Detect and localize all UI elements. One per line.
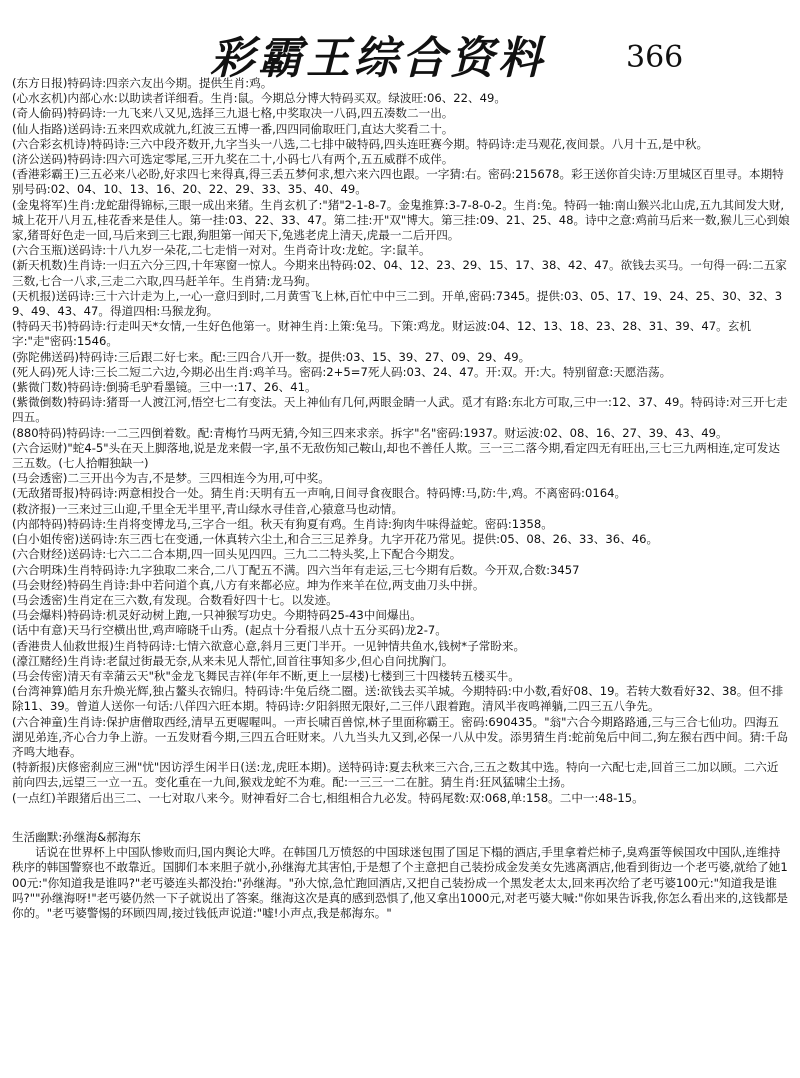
entry-item: (奇人偷码)特码诗:一九飞来八又见,选择三九退七格,中奖取决一八码,四五凑数二一出。	[12, 106, 454, 121]
entry-item: (紫微倒数)特码诗:猪哥一人渡江河,悟空七二有变法。天上神仙有几何,两眼金睛一人武。觅才有路:东北方可取,三中一:12、37、49。特码诗:对三开七走四五。	[12, 395, 788, 425]
entry-item: (白小姐传密)送码诗:东三西七在变通,一休真转六尘土,和合三三足养身。九字开花乃常见。提供:05、08、26、33、36、46。	[12, 532, 659, 547]
entry-item: (仙人指路)送码诗:五来四欢成就九,红波三五博一番,四四同偷取旺门,直达大奖看二十。	[12, 121, 454, 136]
entry-item: (马会透密)二三开出今为吉,不是梦。三四相连今为用,可中奖。	[12, 471, 330, 486]
entry-item: (马会财经)特码生肖诗:卦中若问道个真,八方有来都必应。坤为作来羊在位,两支曲刀头中拼。	[12, 577, 485, 592]
story-body: 话说在世界杯上中国队惨败而归,国内舆论大哗。在韩国几万愤怒的中国球迷包围了国足下榻的酒店,手里拿着烂柿子,臭鸡蛋等候国攻中国队,连维持秩序的韩国警察也不敢靠近。国脚们本来胆子就小,孙继海尤其害怕,于是想了个主意把自己装扮成金发美女先逃离酒店,他看到街边一个老丐婆,就给了她100元:"你知道我是谁吗?"老丐婆连头都没抬:"孙继海。"孙大惊,急忙跑回酒店,又把自己装扮成一个黑发老太太,回来再次给了老丐婆100元:"知道我是谁吗?""孙继海呀!"老丐婆仍然一下子就说出了答案。继海这次是真的感到恐惧了,他又拿出1000元,对老丐婆大喊:"你如果告诉我,你怎么看出来的,这钱都是你的。"老丐婆警惕的环顾四周,接过钱低声说道:"嘘!小声点,我是郝海东。"	[12, 845, 788, 921]
entry-item: (马会透密)生肖定在三六数,有发现。合数看好四十七。以发迹。	[12, 592, 338, 607]
entries-list	[12, 76, 790, 826]
entry-item: (济公送码)特码诗:四六可选定零尾,三开九奖在二十,小码七八有两个,五五威群不成伴。	[12, 152, 454, 167]
entry-item: (救济报)一三来过三山迎,千里全无半里平,青山绿水寻佳音,心猿意马也动情。	[12, 501, 404, 516]
entry-item: (六合玉瓶)送码诗:十八九岁一朵花,二七走悄一对对。生肖奇计攻:龙蛇。字:鼠羊。	[12, 243, 431, 258]
entry-item: (金鬼将军)生肖:龙蛇甜得锦标,三眼一成出来猪。生肖玄机了:"猪"2-1-8-7。金鬼推算:3-7-8-0-2。生肖:兔。特码一轴:南山猴兴北山虎,五九其间发大财,城上花开八月五,桂花香来是佳人。第一挂:03、22、33、47。第二挂:开"双"博大。第三挂:09、21、25、48。诗中之意:鸡前马后来一数,猴儿三心到娘家,猪哥好色走一回,马后来到三七跟,狗胆第一闻天下,兔逃老虎上清天,虎最一二后开四。	[12, 197, 790, 243]
entry-item: (内部特码)特码诗:生肖将变博龙马,三字合一组。秋天有狗夏有鸡。生肖诗:狗肉牛味得益蛇。密码:1358。	[12, 516, 553, 531]
entry-item: (六合运财)"蛇4-5"头在天上脚落地,说是龙来假一字,虽不无敌伤知己鞍山,却也不善任人欺。三一三二落今期,看定四无有旺出,三七三九两相连,定可发达三五数。(七人拾帽独缺一)	[12, 440, 780, 471]
entry-item: (话中有意)天马行空横出世,鸡声啼晓千山秀。(起点十分看报八点十五分买码)龙2-7。	[12, 623, 447, 638]
entry-item: (新天机数)生肖诗:一归五六分三四,十年寒窗一惊人。今期来出特码:02、04、12、23、29、15、17、38、42、47。欲钱去买马。一句得一码:二五家三数,七合一八求,三走二六取,四马赶羊年。生肖猜:龙马狗。	[12, 258, 787, 288]
entry-item: (香港彩霸王)三五必来八必盼,好求四七来得真,得三丢五梦何求,想六来六四也跟。一字猜:右。密码:215678。彩王送你首尖诗:万里城区百里寻。本期特别号码:02、04、10、13、16、20、22、29、33、35、40、49。	[12, 167, 784, 197]
entry-item: (弥陀佛送码)特码诗:三后跟二好七来。配:三四合八开一数。提供:03、15、39、27、09、29、49。	[12, 349, 531, 364]
entry-item: (六合彩玄机诗)特码诗:三六中段齐数开,九字当头一八选,二七排中破特码,四头连旺赛今期。特码诗:走马观花,夜间景。八月十五,是中秋。	[12, 136, 709, 151]
humor-story	[12, 830, 790, 1070]
entry-item: (死人码)死人诗:三长二短二六边,今期必出生肖:鸡羊马。密码:2+5=7死人码:03、24、47。开:双。开:大。特别留意:天愿浩荡。	[12, 364, 672, 379]
entry-item: (心水玄机)内部心水:以助读者详细看。生肖:鼠。今期总分博大特码买双。绿波旺:06、22、49。	[12, 91, 506, 106]
entry-item: (马会爆料)特码诗:机灵好动树上跑,一只神猴写功史。今期特码25-43中间爆出。	[12, 608, 422, 623]
entry-item: (香港贵人仙救世报)生肖特码诗:七情六欲意心意,斜月三更门半开。一见钟情共鱼水,钱树*子常盼来。	[12, 638, 526, 653]
entry-item: (台湾神算)皓月东升焕光辉,独占鳌头衣锦归。特码诗:牛兔后绕二圈。送:欲钱去买羊城。今期特码:中小数,看好08、19。若转大数看好32、38。但不排除11、39。曾道人送你一句话:八佯四六旺本期。特码诗:夕阳斜照无限好,二三伴八跟着跑。清风半夜鸣禅躺,二四三五八争先。	[12, 684, 784, 714]
entry-item: (东方日报)特码诗:四亲六友出今期。提供生肖:鸡。	[12, 76, 273, 90]
entry-item: (六合财经)送码诗:七六二二合本期,四一回头见四四。三九二二特头奖,上下配合今期发。	[12, 547, 462, 562]
entry-item: (天机报)送码诗:三十六计走为上,一心一意归到时,二月黄雪飞上林,百忙中中三二到。开单,密码:7345。提供:03、05、17、19、24、25、30、32、39、49、43、47。得道四相:马猴龙狗。	[12, 288, 783, 319]
entry-item: (特码天书)特码诗:行走叫天*女情,一生好色他第一。财神生肖:上策:兔马。下策:鸡龙。财运波:04、12、13、18、23、28、31、39、47。玄机字:"走"密码:1546。	[12, 319, 751, 349]
entry-item: (880特码)特码诗:一二三四倒着数。配:青梅竹马两无猜,今知三四来求亲。拆字"名"密码:1937。财运波:02、08、16、27、39、43、49。	[12, 425, 728, 440]
entry-item: (一点红)羊跟猪后出三二、一七对取八来今。财神看好二合七,相组相合九必发。特码尾数:双:068,单:158。二中一:48-15。	[12, 790, 644, 805]
entry-item: (马会传密)清天有幸蒲云天"秋"金龙飞舞民吉祥(年年不断,更上一层楼)七楼到三十四楼转五楼买牛。	[12, 668, 520, 683]
entry-item: (六合神童)生肖诗:保护唐僧取西经,清早五更喔喔叫。一声长啸百兽惊,林子里面称霸王。密码:690435。"翁"六合今期路路通,三与三合七仙功。四海五湖见弟连,齐心合力争上游。一五发财看今期,三四五合旺财来。八九当头九又到,必保一八从中发。添男猜生肖:蛇前兔后中间二,狗左猴右西中间。猜:千岛齐鸣大地春。	[12, 714, 789, 759]
entry-item: (紫微门数)特码诗:倒骑毛驴看墨镜。三中一:17、26、41。	[12, 380, 317, 395]
story-title: 生活幽默:孙继海&郝海东	[12, 830, 141, 844]
entry-item: (无敌猪哥报)特码诗:两意相投合一处。猜生肖:天明有五一声响,日间寻食夜眼合。特码博:马,防:牛,鸡。不离密码:0164。	[12, 486, 627, 501]
issue-number: 366	[626, 40, 684, 75]
entry-item: (特新报)庆修密刹应三洲"忧"因访浮生闲半日(送:龙,虎旺本期)。送特码诗:夏去秋来三六合,三五之数其中选。特向一六配七走,回首三二加以顾。二六近前向四去,远望三一立一五。变化重在一九间,猴戏龙蛇不为难。配:一三三一二在脏。猜生肖:狂风猛啸尘土扬。	[12, 760, 779, 790]
page-title: 彩霸王综合资料	[210, 33, 546, 84]
entry-item: (六合明珠)生肖特码诗:九字独取二来合,二八丁配五不满。四六当年有走运,三七今期有后数。今开双,合数:3457	[12, 562, 580, 577]
entry-item: (濠江赌经)生肖诗:老鼠过街最无奈,从来未见人帮忙,回首往事知多少,但心自问扰胸门。	[12, 653, 454, 668]
